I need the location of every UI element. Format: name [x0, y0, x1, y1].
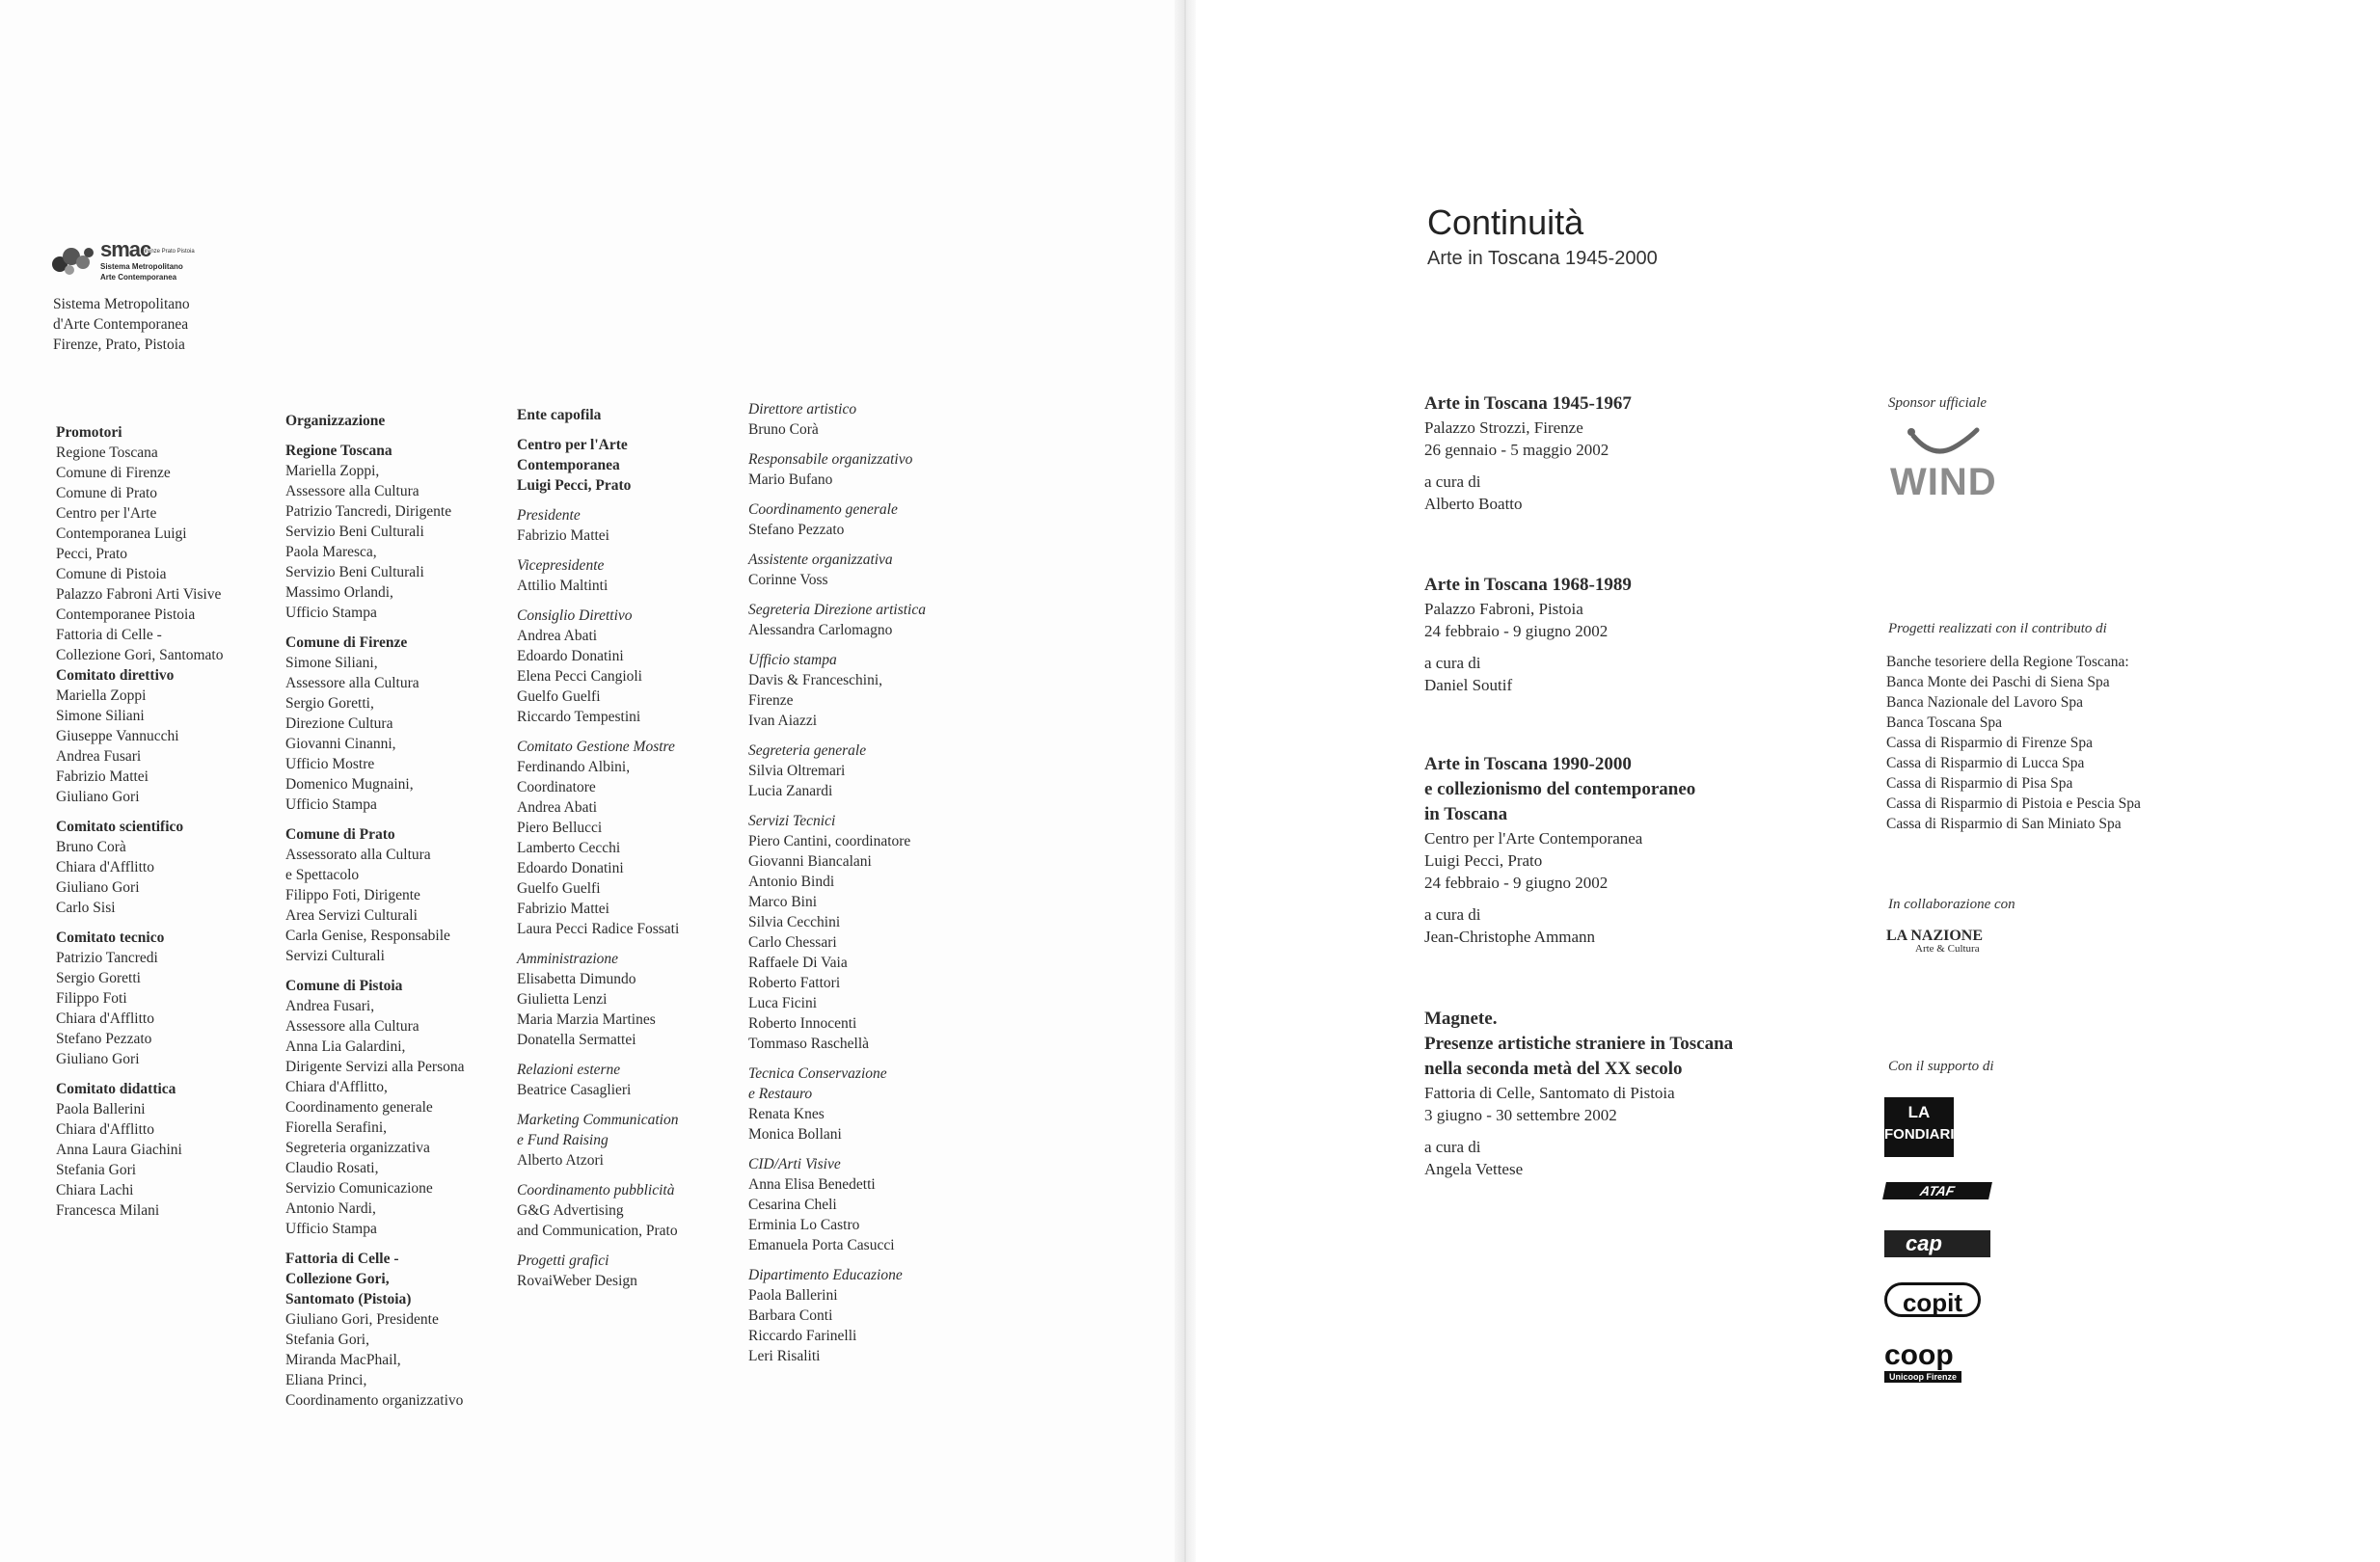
credit-entry: Francesca Milani — [56, 1202, 160, 1219]
wind-logo — [1884, 424, 2039, 501]
page-title: Continuità — [1427, 202, 1584, 242]
spacer — [1424, 642, 1632, 652]
exhibition-detail: 24 febbraio - 9 giugno 2002 — [1424, 874, 1609, 892]
credit-entry: Giulietta Lenzi — [517, 991, 608, 1008]
credit-entry: Fabrizio Mattei — [517, 901, 609, 917]
credit-entry: Andrea Abati — [517, 628, 598, 644]
section-heading: Centro per l'Arte — [517, 437, 628, 453]
cap-logo: cap — [1884, 1230, 1990, 1257]
credit-entry: Ufficio Mostre — [285, 756, 375, 772]
section-heading: Ente capofila — [517, 407, 602, 423]
credit-entry: Simone Siliani, — [285, 655, 378, 671]
credit-entry: Raffaele Di Vaia — [748, 955, 848, 971]
exhibition-detail: Centro per l'Arte Contemporanea — [1424, 829, 1643, 848]
role-label: Ufficio stampa — [748, 652, 837, 668]
organization-name — [53, 294, 190, 355]
exhibition-detail: Palazzo Fabroni, Pistoia — [1424, 600, 1583, 618]
org-name-line: Firenze, Prato, Pistoia — [53, 337, 185, 353]
credit-entry: Massimo Orlandi, — [285, 584, 393, 601]
credit-entry: Silvia Oltremari — [748, 763, 846, 779]
credit-entry: Mariella Zoppi, — [285, 463, 380, 479]
coop-sub: Unicoop Firenze — [1884, 1371, 1961, 1383]
credit-entry: Patrizio Tancredi — [56, 950, 158, 966]
credit-entry: Edoardo Donatini — [517, 860, 624, 876]
credit-entry: Fiorella Serafini, — [285, 1119, 388, 1136]
credit-entry: Chiara d'Afflitto — [56, 859, 154, 875]
credit-entry: Alessandra Carlomagno — [748, 622, 893, 638]
logo-mark: smac — [100, 237, 151, 261]
lead-entity-column — [517, 405, 679, 1291]
fondiaria-logo — [1884, 1097, 1965, 1157]
credit-entry: Stefania Gori — [56, 1162, 137, 1178]
credit-entry: Giuliano Gori — [56, 789, 140, 805]
section-heading: Comune di Firenze — [285, 634, 408, 651]
exhibition-block — [1424, 573, 1632, 696]
role-label: Servizi Tecnici — [748, 813, 836, 829]
exhibition-detail: 3 giugno - 30 settembre 2002 — [1424, 1106, 1617, 1124]
spacer — [748, 540, 926, 550]
curator-label: a cura di — [1424, 1138, 1481, 1156]
role-label: Segreteria Direzione artistica — [748, 602, 926, 618]
bank-entry: Banca Monte dei Paschi di Siena Spa — [1886, 674, 2110, 690]
section-heading: Comune di Pistoia — [285, 978, 403, 994]
banks-list — [1886, 652, 2141, 834]
credit-entry: Ivan Aiazzi — [748, 713, 818, 729]
credit-entry: Mariella Zoppi — [56, 687, 147, 704]
bank-entry: Banca Toscana Spa — [1886, 714, 2003, 731]
projects-label: Progetti realizzati con il contributo di — [1888, 621, 2107, 636]
credit-entry: Claudio Rosati, — [285, 1160, 379, 1176]
credit-entry: Comune di Firenze — [56, 465, 171, 481]
credit-entry: Giovanni Biancalani — [748, 853, 872, 870]
spacer — [1424, 461, 1632, 471]
exhibition-heading: nella seconda metà del XX secolo — [1424, 1059, 1683, 1079]
credit-entry: Chiara Lachi — [56, 1182, 134, 1198]
credit-entry: Collezione Gori, Santomato — [56, 647, 224, 663]
sponsor-label: Sponsor ufficiale — [1888, 395, 1988, 411]
exhibition-heading: e collezionismo del contemporaneo — [1424, 779, 1696, 799]
credit-entry: Eliana Princi, — [285, 1372, 367, 1388]
logo-line-1: Sistema Metropolitano — [100, 262, 183, 271]
fondiaria-line: LA — [1907, 1103, 1931, 1121]
credit-entry: Assessore alla Cultura — [285, 1018, 419, 1035]
bank-entry: Cassa di Risparmio di Firenze Spa — [1886, 735, 2093, 751]
credit-entry: Giovanni Cinanni, — [285, 736, 396, 752]
credit-entry: Guelfo Guelfi — [517, 688, 601, 705]
curator-label: a cura di — [1424, 905, 1481, 924]
credit-entry: Roberto Fattori — [748, 975, 841, 991]
copit-logo: copit — [1884, 1282, 1981, 1317]
credit-entry: Alberto Atzori — [517, 1152, 604, 1169]
bank-entry: Banca Nazionale del Lavoro Spa — [1886, 694, 2083, 711]
credit-entry: Corinne Voss — [748, 572, 828, 588]
credit-entry: Servizio Comunicazione — [285, 1180, 433, 1197]
exhibition-detail: Fattoria di Celle, Santomato di Pistoia — [1424, 1084, 1675, 1102]
role-label: Comitato Gestione Mostre — [517, 739, 675, 755]
bank-entry: Cassa di Risparmio di Pisa Spa — [1886, 775, 2073, 792]
spacer — [748, 440, 926, 449]
credit-entry: Firenze — [748, 692, 794, 709]
la-nazione-name: LA NAZIONE — [1886, 928, 1984, 944]
credit-entry: Stefano Pezzato — [748, 522, 845, 538]
section-heading: Comune di Prato — [285, 826, 395, 843]
exhibition-heading: in Toscana — [1424, 804, 1508, 824]
credit-entry: Comune di Pistoia — [56, 566, 167, 582]
section-heading: Comitato direttivo — [56, 667, 175, 684]
bank-entry: Cassa di Risparmio di Pistoia e Pescia Spa — [1886, 795, 2141, 812]
credit-entry: Anna Elisa Benedetti — [748, 1176, 876, 1193]
org-name-line: Sistema Metropolitano — [53, 296, 190, 312]
spacer — [56, 918, 223, 928]
credit-entry: Chiara d'Afflitto — [56, 1010, 154, 1027]
credit-entry: Monica Bollani — [748, 1126, 842, 1143]
spacer — [748, 801, 926, 811]
credit-entry: Bruno Corà — [56, 839, 126, 855]
collaboration-label: In collaborazione con — [1888, 897, 2015, 912]
credit-entry: Giuliano Gori — [56, 1051, 140, 1067]
credit-entry: Anna Laura Giachini — [56, 1142, 182, 1158]
role-label: e Restauro — [748, 1086, 813, 1102]
credit-entry: Filippo Foti — [56, 990, 127, 1007]
credit-entry: RovaiWeber Design — [517, 1273, 637, 1289]
credit-entry: Stefano Pezzato — [56, 1031, 152, 1047]
credit-entry: Dirigente Servizi alla Persona — [285, 1059, 465, 1075]
role-label: Direttore artistico — [748, 401, 857, 417]
credit-entry: Patrizio Tancredi, Dirigente — [285, 503, 452, 520]
credit-entry: Elena Pecci Cangioli — [517, 668, 642, 685]
exhibition-block — [1424, 391, 1632, 515]
promoters-column — [56, 422, 223, 1221]
bank-entry: Banche tesoriere della Regione Toscana: — [1886, 654, 2129, 670]
credit-entry: Assessore alla Cultura — [285, 483, 419, 499]
spacer — [285, 966, 465, 976]
credit-entry: Riccardo Farinelli — [748, 1328, 857, 1344]
credit-entry: Tommaso Raschellà — [748, 1036, 870, 1052]
credit-entry: Carla Genise, Responsabile — [285, 928, 450, 944]
exhibition-heading: Magnete. — [1424, 1009, 1498, 1029]
role-label: Assistente organizzativa — [748, 552, 893, 568]
credit-entry: Antonio Nardi, — [285, 1200, 376, 1217]
credit-entry: Ferdinando Albini, — [517, 759, 631, 775]
credit-entry: Palazzo Fabroni Arti Visive — [56, 586, 222, 603]
section-heading: Promotori — [56, 424, 122, 441]
curator-label: a cura di — [1424, 654, 1481, 672]
credit-entry: Assessorato alla Cultura — [285, 847, 431, 863]
spacer — [748, 590, 926, 600]
spacer — [1424, 1126, 1733, 1136]
right-page — [1182, 0, 2380, 1562]
credit-entry: Giuseppe Vannucchi — [56, 728, 179, 744]
credit-entry: Coordinamento organizzativo — [285, 1392, 464, 1409]
credit-entry: Sergio Goretti, — [285, 695, 374, 712]
credit-entry: Ufficio Stampa — [285, 1221, 377, 1237]
exhibition-block — [1424, 752, 1695, 948]
credit-entry: Mario Bufano — [748, 471, 833, 488]
credit-entry: Barbara Conti — [748, 1307, 833, 1324]
role-label: Dipartimento Educazione — [748, 1267, 903, 1283]
spacer — [748, 731, 926, 741]
credit-entry: Guelfo Guelfi — [517, 880, 601, 897]
credit-entry: Piero Cantini, coordinatore — [748, 833, 911, 849]
spacer — [517, 596, 679, 606]
credit-entry: Andrea Fusari — [56, 748, 142, 765]
role-label: Coordinamento generale — [748, 501, 898, 518]
credit-entry: Coordinatore — [517, 779, 596, 795]
credit-entry: Andrea Fusari, — [285, 998, 375, 1014]
credit-entry: Comune di Prato — [56, 485, 158, 501]
credit-entry: Giuliano Gori, Presidente — [285, 1311, 439, 1328]
spacer — [56, 1069, 223, 1079]
role-label: Marketing Communication — [517, 1112, 679, 1128]
smac-logo — [50, 237, 243, 285]
credit-entry: Edoardo Donatini — [517, 648, 624, 664]
credit-entry: Regione Toscana — [56, 444, 158, 461]
credit-entry: Ufficio Stampa — [285, 796, 377, 813]
spacer — [285, 623, 465, 633]
exhibition-block — [1424, 1007, 1733, 1180]
credit-entry: Direzione Cultura — [285, 715, 393, 732]
spacer — [517, 727, 679, 737]
section-heading: Contemporanea — [517, 457, 620, 473]
credit-entry: Segreteria organizzativa — [285, 1140, 430, 1156]
role-label: Progetti grafici — [517, 1252, 609, 1269]
section-heading: Luigi Pecci, Prato — [517, 477, 632, 494]
credit-entry: e Spettacolo — [285, 867, 360, 883]
coop-logo — [1884, 1340, 1961, 1383]
exhibition-heading: Arte in Toscana 1990-2000 — [1424, 754, 1632, 774]
credit-entry: Leri Risaliti — [748, 1348, 821, 1364]
credit-entry: Servizi Culturali — [285, 948, 385, 964]
curator-name: Jean-Christophe Ammann — [1424, 928, 1596, 946]
spacer — [748, 1145, 926, 1154]
credit-entry: Contemporanea Luigi — [56, 525, 187, 542]
credit-entry: Servizio Beni Culturali — [285, 524, 424, 540]
spacer — [517, 496, 679, 505]
role-label: e Fund Raising — [517, 1132, 609, 1148]
exhibition-detail: 26 gennaio - 5 maggio 2002 — [1424, 441, 1609, 459]
logo-line-2: Arte Contemporanea — [100, 273, 177, 282]
credit-entry: Cesarina Cheli — [748, 1197, 837, 1213]
credit-entry: Pecci, Prato — [56, 546, 128, 562]
credit-entry: Andrea Abati — [517, 799, 598, 816]
spacer — [517, 1241, 679, 1251]
org-name-line: d'Arte Contemporanea — [53, 316, 189, 333]
curator-name: Alberto Boatto — [1424, 495, 1523, 513]
credit-entry: Carlo Chessari — [748, 934, 837, 951]
exhibition-detail: Luigi Pecci, Prato — [1424, 851, 1543, 870]
spacer — [517, 1100, 679, 1110]
spacer — [285, 431, 465, 441]
section-heading: Collezione Gori, — [285, 1271, 390, 1287]
page-subtitle: Arte in Toscana 1945-2000 — [1427, 248, 1658, 269]
exhibition-heading: Arte in Toscana 1945-1967 — [1424, 393, 1632, 414]
organization-column — [285, 411, 465, 1411]
spacer — [517, 939, 679, 949]
role-label: CID/Arti Visive — [748, 1156, 841, 1172]
section-heading: Santomato (Pistoia) — [285, 1291, 412, 1307]
curator-label: a cura di — [1424, 472, 1481, 491]
spacer — [748, 490, 926, 499]
section-heading: Regione Toscana — [285, 443, 392, 459]
credit-entry: Ufficio Stampa — [285, 605, 377, 621]
credit-entry: Domenico Mugnaini, — [285, 776, 414, 793]
credit-entry: Lucia Zanardi — [748, 783, 833, 799]
exhibition-detail: Palazzo Strozzi, Firenze — [1424, 418, 1583, 437]
spacer — [517, 1050, 679, 1060]
credit-entry: Chiara d'Afflitto, — [285, 1079, 388, 1095]
credit-entry: Antonio Bindi — [748, 874, 835, 890]
credit-entry: Donatella Sermattei — [517, 1032, 636, 1048]
section-heading: Comitato scientifico — [56, 819, 184, 835]
role-label: Presidente — [517, 507, 581, 524]
credit-entry: G&G Advertising — [517, 1202, 624, 1219]
credit-entry: and Communication, Prato — [517, 1223, 678, 1239]
credit-entry: Attilio Maltinti — [517, 578, 609, 594]
logo-subline: Firenze Prato Pistoia — [141, 249, 195, 255]
credit-entry: Centro per l'Arte — [56, 505, 157, 522]
credit-entry: Giuliano Gori — [56, 879, 140, 896]
spacer — [56, 807, 223, 817]
credit-entry: Elisabetta Dimundo — [517, 971, 636, 987]
spacer — [748, 1255, 926, 1265]
credit-entry: Luca Ficini — [748, 995, 818, 1011]
credit-entry: Anna Lia Galardini, — [285, 1038, 406, 1055]
bank-entry: Cassa di Risparmio di San Miniato Spa — [1886, 816, 2122, 832]
spacer — [285, 1239, 465, 1249]
credit-entry: Simone Siliani — [56, 708, 145, 724]
section-heading: Comitato didattica — [56, 1081, 176, 1097]
book-gutter — [1175, 0, 1196, 1562]
credit-entry: Assessore alla Cultura — [285, 675, 419, 691]
credit-entry: Chiara d'Afflitto — [56, 1121, 154, 1138]
credit-entry: Carlo Sisi — [56, 900, 116, 916]
role-label: Relazioni esterne — [517, 1062, 621, 1078]
coop-wordmark: coop — [1884, 1339, 1954, 1371]
role-label: Segreteria generale — [748, 742, 867, 759]
staff-column — [748, 399, 926, 1366]
credit-entry: Piero Bellucci — [517, 820, 603, 836]
credit-entry: Paola Ballerini — [748, 1287, 838, 1304]
wind-wordmark: WIND — [1890, 461, 1997, 503]
bank-entry: Cassa di Risparmio di Lucca Spa — [1886, 755, 2085, 771]
credit-entry: Renata Knes — [748, 1106, 825, 1122]
credit-entry: Fabrizio Mattei — [517, 527, 609, 544]
exhibition-heading: Presenze artistiche straniere in Toscana — [1424, 1034, 1734, 1054]
section-heading: Fattoria di Celle - — [285, 1251, 399, 1267]
credit-entry: Roberto Innocenti — [748, 1015, 857, 1032]
spacer — [1424, 894, 1695, 903]
exhibition-detail: 24 febbraio - 9 giugno 2002 — [1424, 622, 1609, 640]
credit-entry: Maria Marzia Martines — [517, 1011, 656, 1028]
support-label: Con il supporto di — [1888, 1059, 1994, 1074]
role-label: Vicepresidente — [517, 557, 605, 574]
spacer — [748, 1054, 926, 1064]
role-label: Amministrazione — [517, 951, 619, 967]
ataf-logo: ATAF — [1882, 1182, 1992, 1199]
credit-entry: Paola Ballerini — [56, 1101, 146, 1118]
exhibition-heading: Arte in Toscana 1968-1989 — [1424, 575, 1632, 595]
role-label: Tecnica Conservazione — [748, 1065, 887, 1082]
spacer — [517, 425, 679, 435]
credit-entry: Miranda MacPhail, — [285, 1352, 401, 1368]
credit-entry: Area Servizi Culturali — [285, 907, 418, 924]
la-nazione-logo — [1886, 928, 1983, 955]
credit-entry: Paola Maresca, — [285, 544, 377, 560]
wind-swoosh-icon — [1884, 424, 2000, 463]
credit-entry: Stefania Gori, — [285, 1332, 369, 1348]
spacer — [285, 815, 465, 824]
curator-name: Daniel Soutif — [1424, 676, 1513, 694]
credit-entry: Filippo Foti, Dirigente — [285, 887, 420, 903]
credit-entry: Laura Pecci Radice Fossati — [517, 921, 680, 937]
credit-entry: Fabrizio Mattei — [56, 768, 149, 785]
section-heading: Organizzazione — [285, 413, 386, 429]
credit-entry: Lamberto Cecchi — [517, 840, 621, 856]
dots-logo-icon — [50, 237, 100, 276]
credit-entry: Marco Bini — [748, 894, 818, 910]
role-label: Coordinamento pubblicità — [517, 1182, 675, 1198]
credit-entry: Bruno Corà — [748, 421, 819, 438]
spacer — [517, 546, 679, 555]
section-heading: Comitato tecnico — [56, 929, 165, 946]
spacer — [517, 1171, 679, 1180]
role-label: Consiglio Direttivo — [517, 607, 633, 624]
credit-entry: Emanuela Porta Casucci — [748, 1237, 895, 1253]
spacer — [748, 640, 926, 650]
credit-entry: Riccardo Tempestini — [517, 709, 641, 725]
credit-entry: Erminia Lo Castro — [748, 1217, 860, 1233]
credit-entry: Beatrice Casaglieri — [517, 1082, 632, 1098]
fondiaria-line: FONDIARIA — [1884, 1126, 1965, 1143]
role-label: Responsabile organizzativo — [748, 451, 913, 468]
la-nazione-sub: Arte & Cultura — [1915, 943, 1980, 955]
credit-entry: Silvia Cecchini — [748, 914, 841, 930]
credit-entry: Servizio Beni Culturali — [285, 564, 424, 580]
credit-entry: Davis & Franceschini, — [748, 672, 883, 688]
credit-entry: Contemporanee Pistoia — [56, 606, 196, 623]
credit-entry: Fattoria di Celle - — [56, 627, 162, 643]
credit-entry: Sergio Goretti — [56, 970, 141, 986]
curator-name: Angela Vettese — [1424, 1160, 1524, 1178]
credit-entry: Coordinamento generale — [285, 1099, 433, 1116]
